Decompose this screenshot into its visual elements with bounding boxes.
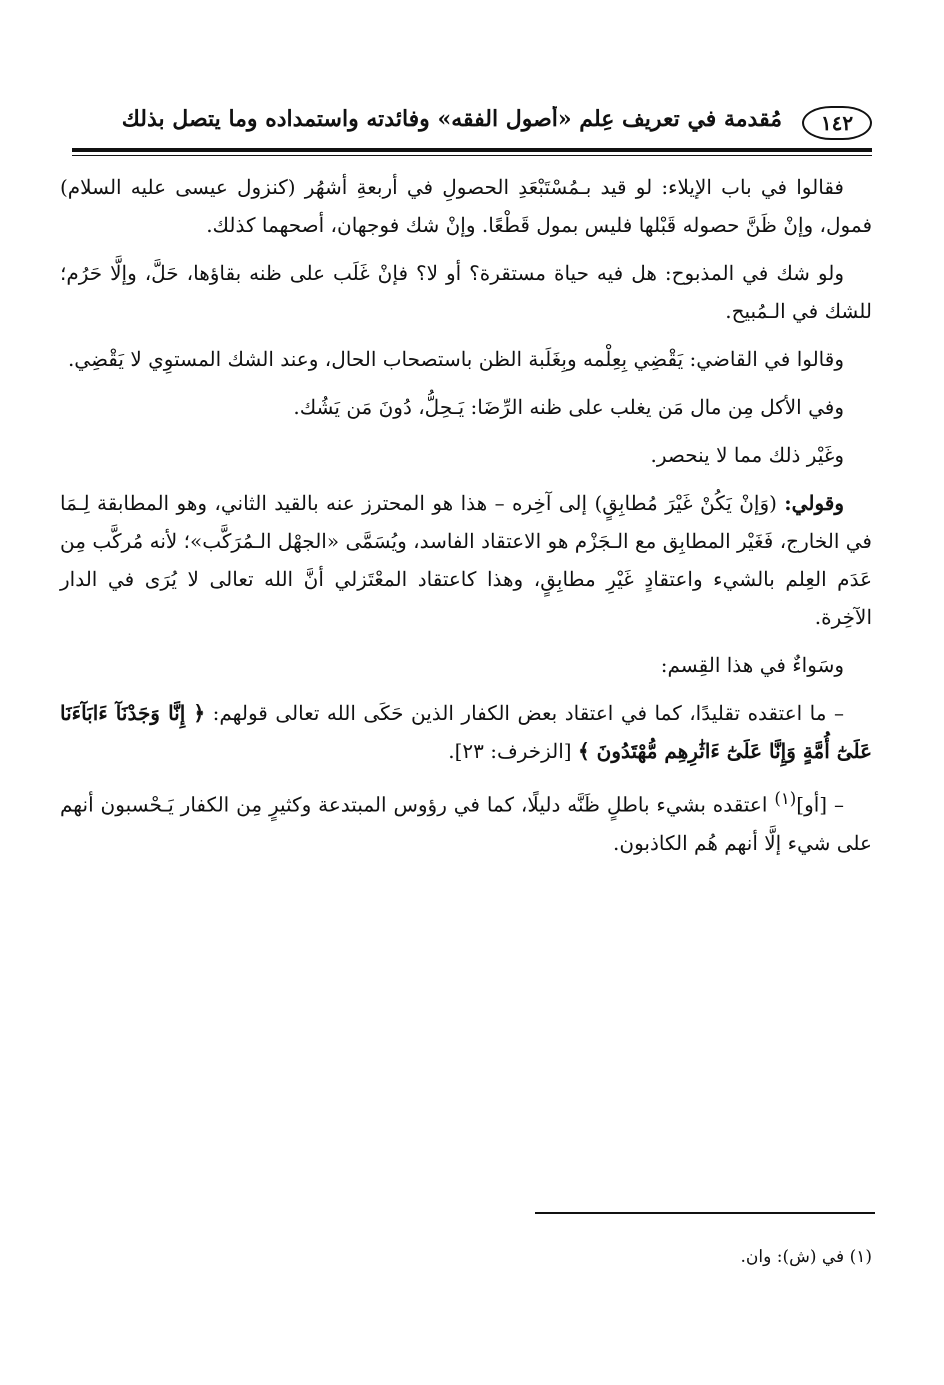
footnote-separator — [535, 1212, 875, 1214]
header-rule-thick — [72, 148, 872, 152]
paragraph: ولو شك في المذبوح: هل فيه حياة مستقرة؟ أو لا؟ فإنْ غَلَب على ظنه بقاؤها، حَلَّ، وإلَّا حَرُم؛ للشك في الـمُبيح. — [60, 261, 872, 323]
main-text — [60, 168, 872, 872]
lead-phrase: وقولي: — [784, 491, 844, 515]
quran-paragraph: – ما اعتقده تقليدًا، كما في اعتقاد بعض الكفار الذين حَكَى الله تعالى قولهم: ﴿ إِنَّا وَجَدْنَآ ءَابَآءَنَا عَلَىٰٓ أُمَّةٍ وَإِنَّا عَلَىٰٓ ءَاثَٰرِهِم مُّهْتَدُونَ ﴾ [الزخرف: ٢٣]. — [60, 701, 872, 763]
paragraph: وقالوا في القاضي: يَقْضِي بِعِلْمه وبِغَلَبة الظن باستصحاب الحال، وعند الشك المستوِي لا يَقْضِي. — [67, 347, 844, 371]
paragraph: فقالوا في باب الإيلاء: لو قيد بـمُسْتَبْعَدِ الحصولِ في أربعةِ أشهُر (كنزول عيسى عليه السلام) فمول، وإنْ ظَنَّ حصوله قَبْلها فليس بمول قَطْعًا. وإنْ شك فوجهان، أصحهما كذلك. — [60, 175, 872, 237]
paragraph: وقولي: (وَإنْ يَكُنْ غَيْرَ مُطابِقٍ) إلى آخِره – هذا هو المحترز عنه بالقيد الثاني، وهو المطابقة لِـمَا في الخارج، فَغَيْر المطابِق مع الـجَزْم هو الاعتقاد الفاسد، ويُسَمَّى «الجهْل الـمُرَكَّب»؛ لأنه مُركَّب مِن عَدَم العِلم بالشيء واعتقادٍ غَيْرِ مطابِقٍ، وهذا كاعتقاد المعْتَزلي أنَّ الله تعالى لا يُرَى في الدار الآخِرة. — [60, 491, 872, 629]
quran-verse: ﴿ إِنَّا وَجَدْنَآ ءَابَآءَنَا عَلَىٰٓ أُمَّةٍ وَإِنَّا عَلَىٰٓ ءَاثَٰرِهِم مُّهْتَدُونَ ﴾ — [60, 701, 872, 763]
header-rule-thin — [72, 155, 872, 156]
running-title: مُقدمة في تعريف عِلم «أصول الفقه» وفائدته واستمداده وما يتصل بذلك — [121, 106, 782, 132]
paragraph: وفي الأكل مِن مال مَن يغلب على ظنه الرِّضَا: يَـحِلُّ، دُونَ مَن يَشُك. — [293, 395, 844, 419]
footnote: (١) في (ش): وان. — [740, 1247, 872, 1267]
paragraph: وغَيْر ذلك مما لا ينحصر. — [650, 443, 844, 467]
paragraph: وسَواءٌ في هذا القِسم: — [660, 653, 844, 677]
paragraph: – [أو]$^{(١)}$ اعتقده بشيء باطلٍ ظَنَّه دليلًا، كما في رؤوس المبتدعة وكثيرٍ مِن الكفار يَـحْسبون أنهم على شيء إلَّا أنهم هُم الكاذبون. — [60, 789, 872, 855]
verse-reference: [الزخرف: ٢٣]. — [448, 739, 578, 763]
page-header — [72, 100, 872, 150]
page-number-badge — [802, 106, 872, 140]
page-number: ١٤٢ — [820, 111, 854, 135]
footnote-mark: (١) — [774, 789, 797, 808]
